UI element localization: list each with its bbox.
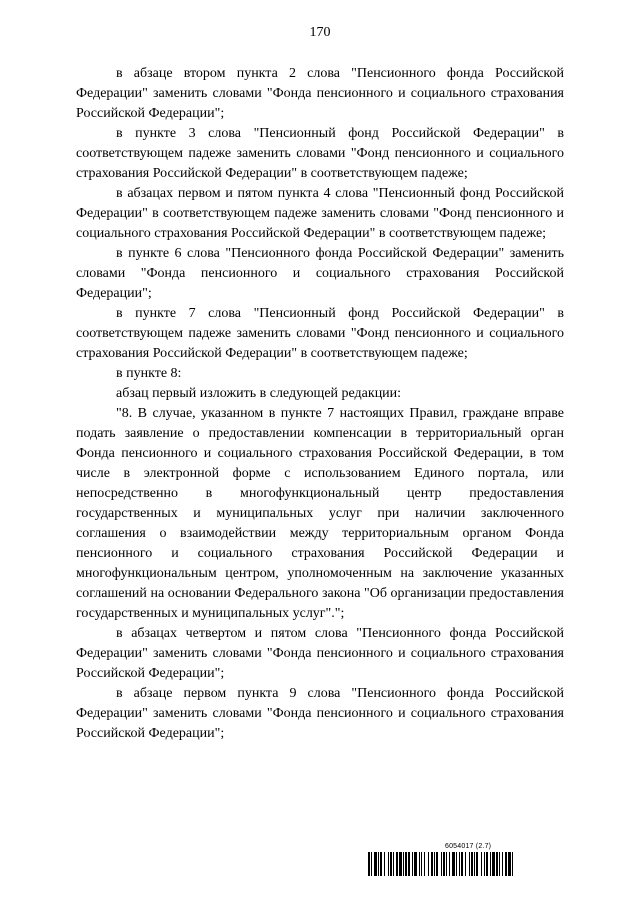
paragraph: в абзацах четвертом и пятом слова "Пенсионного фонда Российской Федерации" заменить словами "Фонда пенсионного и социального страхования Российской Федерации";: [76, 626, 564, 681]
barcode-bar: [408, 852, 410, 876]
barcode-bar: [388, 852, 389, 876]
barcode-bar: [459, 852, 460, 876]
paragraph: в пункте 8:: [116, 366, 182, 381]
barcode-bar: [380, 852, 382, 876]
paragraph: в пункте 3 слова "Пенсионный фонд Российской Федерации" в соответствующем падеже заменить словами "Фонд пенсионного и социального страхования Российской Федерации" в соответствующем падеже;: [76, 126, 564, 181]
barcode-bar: [449, 852, 450, 876]
barcode-bar: [396, 852, 398, 876]
barcode-bar: [368, 852, 370, 876]
barcode-bar: [496, 852, 498, 876]
barcode-bar: [428, 852, 429, 876]
barcode-bar: [443, 852, 445, 876]
barcode-bar: [421, 852, 422, 876]
barcode-bar: [499, 852, 500, 876]
barcode-bar: [399, 852, 402, 876]
barcode-bar: [465, 852, 466, 876]
barcode-bar: [474, 852, 475, 876]
barcode-bar: [390, 852, 392, 876]
barcode-bar: [405, 852, 407, 876]
barcode-bar: [374, 852, 377, 876]
barcode-bar: [486, 852, 488, 876]
barcode-bar: [431, 852, 433, 876]
barcode-bar: [424, 852, 425, 876]
barcode-bar: [452, 852, 455, 876]
paragraph: в пункте 6 слова "Пенсионного фонда Российской Федерации" заменить словами "Фонда пенсионного и социального страхования Российской Федерации";: [76, 246, 564, 301]
barcode-image: [368, 852, 590, 876]
barcode-bar: [378, 852, 379, 876]
barcode-bar: [469, 852, 470, 876]
barcode-bar: [512, 852, 513, 876]
barcode-bar: [371, 852, 372, 876]
barcode-bar: [508, 852, 511, 876]
barcode-bar: [393, 852, 394, 876]
barcode-bar: [471, 852, 473, 876]
paragraph: в абзаце втором пункта 2 слова "Пенсионного фонда Российской Федерации" заменить словами "Фонда пенсионного и социального страхования Российской Федерации";: [76, 66, 564, 121]
paragraph: в абзаце первом пункта 9 слова "Пенсионного фонда Российской Федерации" заменить словами "Фонда пенсионного и социального страхования Российской Федерации";: [76, 686, 564, 741]
barcode-bar: [456, 852, 457, 876]
barcode-bar: [490, 852, 491, 876]
barcode-bar: [481, 852, 482, 876]
paragraph: абзац первый изложить в следующей редакции:: [116, 386, 402, 401]
barcode-bar: [505, 852, 507, 876]
barcode-bar: [419, 852, 420, 876]
barcode-label: 6054017 (2.7): [445, 843, 492, 850]
barcode-bar: [492, 852, 495, 876]
paragraph: в абзацах первом и пятом пункта 4 слова "Пенсионный фонд Российской Федерации" в соответствующем падеже заменить словами "Фонд пенсионного и социального страхования Российской Федерации" в соответствующем падеже;: [76, 186, 564, 241]
barcode-bar: [436, 852, 438, 876]
paragraph: в пункте 7 слова "Пенсионный фонд Российской Федерации" в соответствующем падеже заменить словами "Фонд пенсионного и социального страхования Российской Федерации" в соответствующем падеже;: [76, 306, 564, 361]
barcode-bar: [484, 852, 485, 876]
document-body: [76, 64, 564, 744]
paragraph: "8. В случае, указанном в пункте 7 настоящих Правил, граждане вправе подать заявление о предоставлении компенсации в территориальный орган Фонда пенсионного и социального страхования Российской Федерации, в том числе в электронной форме с использованием Единого портала, или непосредственно в многофункциональный центр предоставления государственных и муниципальных услуг при наличии заключенного соглашения о взаимодействии между территориальным органом Фонда пенсионного и социального страхования Российской Федерации и многофункциональным центром, уполномоченным на заключение указанных соглашений на основании Федерального закона "Об организации предоставления государственных и муниципальных услуг".";: [76, 406, 564, 621]
page-number: 170: [309, 25, 331, 40]
barcode-bar: [434, 852, 435, 876]
barcode-bar: [384, 852, 385, 876]
barcode-bar: [414, 852, 417, 876]
barcode-bar: [461, 852, 463, 876]
barcode-bar: [403, 852, 404, 876]
barcode-bar: [412, 852, 413, 876]
barcode-bar: [476, 852, 478, 876]
barcode-bar: [502, 852, 503, 876]
barcode-bar: [441, 852, 442, 876]
barcode-bar: [446, 852, 447, 876]
